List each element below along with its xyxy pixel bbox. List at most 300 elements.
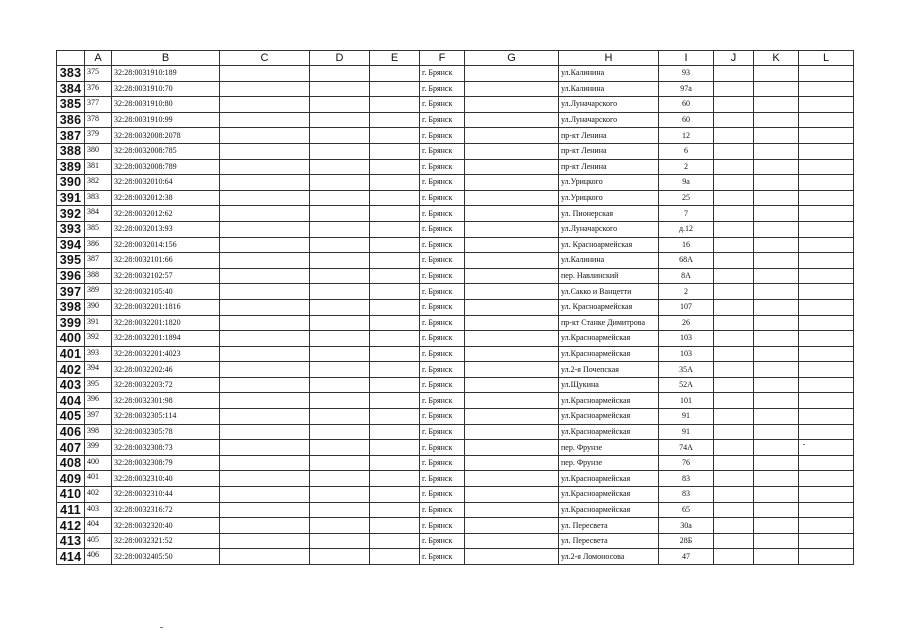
column-header-h[interactable]: H xyxy=(559,51,659,66)
cell-f[interactable]: г. Брянск xyxy=(420,175,465,191)
cell-e[interactable] xyxy=(370,440,420,456)
row-number[interactable]: 385 xyxy=(57,97,85,113)
cell-d[interactable] xyxy=(310,66,370,82)
row-number[interactable]: 386 xyxy=(57,112,85,128)
cell-f[interactable]: г. Брянск xyxy=(420,299,465,315)
column-header-c[interactable]: C xyxy=(220,51,310,66)
cell-j[interactable] xyxy=(714,128,754,144)
cell-e[interactable] xyxy=(370,128,420,144)
cell-e[interactable] xyxy=(370,81,420,97)
cell-h[interactable]: пер. Навлинский xyxy=(559,268,659,284)
cell-j[interactable] xyxy=(714,268,754,284)
cell-k[interactable] xyxy=(754,206,799,222)
cell-h[interactable]: ул. Пионерская xyxy=(559,206,659,222)
cell-f[interactable]: г. Брянск xyxy=(420,284,465,300)
cell-a[interactable]: 388 xyxy=(85,268,112,284)
cell-g[interactable] xyxy=(465,128,559,144)
cell-h[interactable]: пр-кт Ленина xyxy=(559,159,659,175)
cell-a[interactable]: 403 xyxy=(85,502,112,518)
cell-e[interactable] xyxy=(370,424,420,440)
cell-h[interactable]: ул.Калинина xyxy=(559,81,659,97)
cell-a[interactable]: 391 xyxy=(85,315,112,331)
cell-a[interactable]: 387 xyxy=(85,253,112,269)
cell-d[interactable] xyxy=(310,299,370,315)
cell-a[interactable]: 382 xyxy=(85,175,112,191)
cell-g[interactable] xyxy=(465,518,559,534)
cell-f[interactable]: г. Брянск xyxy=(420,409,465,425)
cell-b[interactable]: 32:28:0032203:72 xyxy=(112,377,220,393)
column-header-a[interactable]: A xyxy=(85,51,112,66)
cell-b[interactable]: 32:28:0032320:40 xyxy=(112,518,220,534)
cell-i[interactable]: 101 xyxy=(659,393,714,409)
cell-i[interactable]: 2 xyxy=(659,284,714,300)
cell-i[interactable]: 103 xyxy=(659,331,714,347)
cell-l[interactable] xyxy=(799,253,854,269)
cell-d[interactable] xyxy=(310,315,370,331)
cell-h[interactable]: ул. Пересвета xyxy=(559,518,659,534)
cell-l[interactable] xyxy=(799,206,854,222)
row-number[interactable]: 399 xyxy=(57,315,85,331)
cell-g[interactable] xyxy=(465,424,559,440)
cell-e[interactable] xyxy=(370,66,420,82)
cell-a[interactable]: 378 xyxy=(85,112,112,128)
cell-d[interactable] xyxy=(310,190,370,206)
cell-j[interactable] xyxy=(714,190,754,206)
cell-b[interactable]: 32:28:0032008:2078 xyxy=(112,128,220,144)
cell-f[interactable]: г. Брянск xyxy=(420,237,465,253)
cell-c[interactable] xyxy=(220,393,310,409)
cell-a[interactable]: 380 xyxy=(85,143,112,159)
cell-f[interactable]: г. Брянск xyxy=(420,66,465,82)
cell-c[interactable] xyxy=(220,284,310,300)
cell-a[interactable]: 389 xyxy=(85,284,112,300)
cell-l[interactable] xyxy=(799,128,854,144)
column-header-l[interactable]: L xyxy=(799,51,854,66)
row-number[interactable]: 414 xyxy=(57,549,85,565)
cell-j[interactable] xyxy=(714,518,754,534)
column-header-d[interactable]: D xyxy=(310,51,370,66)
cell-g[interactable] xyxy=(465,471,559,487)
cell-k[interactable] xyxy=(754,284,799,300)
cell-k[interactable] xyxy=(754,268,799,284)
cell-f[interactable]: г. Брянск xyxy=(420,533,465,549)
cell-f[interactable]: г. Брянск xyxy=(420,315,465,331)
row-number[interactable]: 400 xyxy=(57,331,85,347)
cell-l[interactable] xyxy=(799,502,854,518)
cell-d[interactable] xyxy=(310,440,370,456)
cell-e[interactable] xyxy=(370,315,420,331)
cell-j[interactable] xyxy=(714,81,754,97)
cell-f[interactable]: г. Брянск xyxy=(420,143,465,159)
cell-f[interactable]: г. Брянск xyxy=(420,377,465,393)
cell-f[interactable]: г. Брянск xyxy=(420,206,465,222)
cell-e[interactable] xyxy=(370,221,420,237)
cell-l[interactable] xyxy=(799,518,854,534)
cell-e[interactable] xyxy=(370,533,420,549)
cell-i[interactable]: 107 xyxy=(659,299,714,315)
cell-l[interactable] xyxy=(799,549,854,565)
cell-l[interactable] xyxy=(799,143,854,159)
cell-g[interactable] xyxy=(465,440,559,456)
cell-f[interactable]: г. Брянск xyxy=(420,159,465,175)
cell-h[interactable]: пр-кт Ленина xyxy=(559,143,659,159)
cell-h[interactable]: ул.Щукина xyxy=(559,377,659,393)
cell-a[interactable]: 386 xyxy=(85,237,112,253)
cell-a[interactable]: 375 xyxy=(85,66,112,82)
cell-c[interactable] xyxy=(220,268,310,284)
cell-l[interactable] xyxy=(799,471,854,487)
cell-h[interactable]: ул.Красноармейская xyxy=(559,409,659,425)
cell-i[interactable]: 52А xyxy=(659,377,714,393)
cell-j[interactable] xyxy=(714,346,754,362)
cell-e[interactable] xyxy=(370,175,420,191)
cell-f[interactable]: г. Брянск xyxy=(420,487,465,503)
cell-d[interactable] xyxy=(310,533,370,549)
cell-b[interactable]: 32:28:0032201:1894 xyxy=(112,331,220,347)
cell-a[interactable]: 392 xyxy=(85,331,112,347)
cell-j[interactable] xyxy=(714,471,754,487)
cell-a[interactable]: 395 xyxy=(85,377,112,393)
cell-c[interactable] xyxy=(220,331,310,347)
cell-k[interactable] xyxy=(754,346,799,362)
cell-d[interactable] xyxy=(310,81,370,97)
cell-g[interactable] xyxy=(465,206,559,222)
cell-g[interactable] xyxy=(465,97,559,113)
cell-b[interactable]: 32:28:0032308:79 xyxy=(112,455,220,471)
cell-a[interactable]: 404 xyxy=(85,518,112,534)
row-number[interactable]: 410 xyxy=(57,487,85,503)
row-number[interactable]: 401 xyxy=(57,346,85,362)
cell-j[interactable] xyxy=(714,549,754,565)
cell-i[interactable]: 60 xyxy=(659,97,714,113)
cell-l[interactable] xyxy=(799,112,854,128)
cell-b[interactable]: 32:28:0032013:93 xyxy=(112,221,220,237)
cell-l[interactable] xyxy=(799,299,854,315)
cell-i[interactable]: 91 xyxy=(659,424,714,440)
cell-l[interactable] xyxy=(799,393,854,409)
cell-g[interactable] xyxy=(465,112,559,128)
cell-f[interactable]: г. Брянск xyxy=(420,97,465,113)
row-number[interactable]: 391 xyxy=(57,190,85,206)
row-number[interactable]: 411 xyxy=(57,502,85,518)
cell-e[interactable] xyxy=(370,268,420,284)
row-number[interactable]: 408 xyxy=(57,455,85,471)
cell-c[interactable] xyxy=(220,66,310,82)
cell-f[interactable]: г. Брянск xyxy=(420,221,465,237)
cell-a[interactable]: 405 xyxy=(85,533,112,549)
column-header-k[interactable]: K xyxy=(754,51,799,66)
cell-j[interactable] xyxy=(714,424,754,440)
cell-h[interactable]: ул.Красноармейская xyxy=(559,502,659,518)
cell-k[interactable] xyxy=(754,190,799,206)
cell-g[interactable] xyxy=(465,533,559,549)
cell-h[interactable]: ул.Красноармейская xyxy=(559,424,659,440)
row-number[interactable]: 406 xyxy=(57,424,85,440)
cell-i[interactable]: д.12 xyxy=(659,221,714,237)
cell-b[interactable]: 32:28:0032014:156 xyxy=(112,237,220,253)
column-header-j[interactable]: J xyxy=(714,51,754,66)
cell-i[interactable]: 68А xyxy=(659,253,714,269)
cell-g[interactable] xyxy=(465,331,559,347)
cell-g[interactable] xyxy=(465,81,559,97)
cell-i[interactable]: 30а xyxy=(659,518,714,534)
cell-c[interactable] xyxy=(220,424,310,440)
cell-j[interactable] xyxy=(714,175,754,191)
column-header-e[interactable]: E xyxy=(370,51,420,66)
cell-h[interactable]: пер. Фрунзе xyxy=(559,455,659,471)
cell-j[interactable] xyxy=(714,66,754,82)
cell-h[interactable]: ул.Луначарского xyxy=(559,221,659,237)
cell-c[interactable] xyxy=(220,533,310,549)
cell-b[interactable]: 32:28:0032010:64 xyxy=(112,175,220,191)
cell-i[interactable]: 65 xyxy=(659,502,714,518)
row-number[interactable]: 413 xyxy=(57,533,85,549)
row-number[interactable]: 387 xyxy=(57,128,85,144)
row-number[interactable]: 392 xyxy=(57,206,85,222)
cell-f[interactable]: г. Брянск xyxy=(420,112,465,128)
cell-h[interactable]: ул.Урицкого xyxy=(559,190,659,206)
cell-a[interactable]: 406 xyxy=(85,549,112,565)
row-number[interactable]: 404 xyxy=(57,393,85,409)
cell-a[interactable]: 396 xyxy=(85,393,112,409)
cell-c[interactable] xyxy=(220,346,310,362)
cell-k[interactable] xyxy=(754,549,799,565)
cell-e[interactable] xyxy=(370,331,420,347)
cell-h[interactable]: ул. Красноармейская xyxy=(559,237,659,253)
cell-k[interactable] xyxy=(754,331,799,347)
cell-c[interactable] xyxy=(220,159,310,175)
cell-e[interactable] xyxy=(370,299,420,315)
cell-c[interactable] xyxy=(220,143,310,159)
cell-c[interactable] xyxy=(220,175,310,191)
cell-c[interactable] xyxy=(220,518,310,534)
cell-l[interactable] xyxy=(799,315,854,331)
cell-l[interactable] xyxy=(799,268,854,284)
cell-a[interactable]: 376 xyxy=(85,81,112,97)
cell-e[interactable] xyxy=(370,284,420,300)
cell-l[interactable] xyxy=(799,409,854,425)
cell-k[interactable] xyxy=(754,128,799,144)
cell-d[interactable] xyxy=(310,455,370,471)
cell-d[interactable] xyxy=(310,471,370,487)
cell-d[interactable] xyxy=(310,487,370,503)
cell-j[interactable] xyxy=(714,331,754,347)
cell-i[interactable]: 74А xyxy=(659,440,714,456)
cell-f[interactable]: г. Брянск xyxy=(420,440,465,456)
cell-l[interactable] xyxy=(799,424,854,440)
cell-b[interactable]: 32:28:0032101:66 xyxy=(112,253,220,269)
cell-d[interactable] xyxy=(310,331,370,347)
cell-k[interactable] xyxy=(754,393,799,409)
cell-f[interactable]: г. Брянск xyxy=(420,549,465,565)
cell-d[interactable] xyxy=(310,502,370,518)
cell-l[interactable] xyxy=(799,159,854,175)
cell-c[interactable] xyxy=(220,81,310,97)
cell-d[interactable] xyxy=(310,409,370,425)
cell-k[interactable] xyxy=(754,424,799,440)
cell-i[interactable]: 83 xyxy=(659,471,714,487)
cell-i[interactable]: 12 xyxy=(659,128,714,144)
cell-a[interactable]: 379 xyxy=(85,128,112,144)
cell-g[interactable] xyxy=(465,143,559,159)
cell-b[interactable]: 32:28:0032305:114 xyxy=(112,409,220,425)
cell-g[interactable] xyxy=(465,237,559,253)
cell-g[interactable] xyxy=(465,284,559,300)
cell-b[interactable]: 32:28:0032105:40 xyxy=(112,284,220,300)
cell-h[interactable]: ул. Пересвета xyxy=(559,533,659,549)
cell-k[interactable] xyxy=(754,533,799,549)
cell-d[interactable] xyxy=(310,237,370,253)
cell-g[interactable] xyxy=(465,455,559,471)
cell-c[interactable] xyxy=(220,206,310,222)
row-number[interactable]: 407 xyxy=(57,440,85,456)
cell-h[interactable]: ул.Калинина xyxy=(559,253,659,269)
cell-a[interactable]: 390 xyxy=(85,299,112,315)
cell-i[interactable]: 6 xyxy=(659,143,714,159)
cell-c[interactable] xyxy=(220,487,310,503)
cell-g[interactable] xyxy=(465,159,559,175)
cell-c[interactable] xyxy=(220,190,310,206)
cell-k[interactable] xyxy=(754,440,799,456)
cell-c[interactable] xyxy=(220,128,310,144)
cell-e[interactable] xyxy=(370,237,420,253)
cell-i[interactable]: 93 xyxy=(659,66,714,82)
cell-k[interactable] xyxy=(754,299,799,315)
cell-d[interactable] xyxy=(310,424,370,440)
cell-l[interactable] xyxy=(799,346,854,362)
column-header-f[interactable]: F xyxy=(420,51,465,66)
cell-j[interactable] xyxy=(714,377,754,393)
cell-a[interactable]: 394 xyxy=(85,362,112,378)
cell-i[interactable]: 16 xyxy=(659,237,714,253)
cell-g[interactable] xyxy=(465,393,559,409)
cell-j[interactable] xyxy=(714,533,754,549)
cell-c[interactable] xyxy=(220,221,310,237)
cell-c[interactable] xyxy=(220,362,310,378)
cell-d[interactable] xyxy=(310,268,370,284)
cell-i[interactable]: 97а xyxy=(659,81,714,97)
cell-h[interactable]: ул.Красноармейская xyxy=(559,393,659,409)
cell-h[interactable]: ул.Красноармейская xyxy=(559,471,659,487)
cell-e[interactable] xyxy=(370,377,420,393)
row-number[interactable]: 405 xyxy=(57,409,85,425)
cell-a[interactable]: 383 xyxy=(85,190,112,206)
cell-b[interactable]: 32:28:0032405:50 xyxy=(112,549,220,565)
cell-j[interactable] xyxy=(714,315,754,331)
cell-h[interactable]: пр-кт Станке Димитрова xyxy=(559,315,659,331)
cell-e[interactable] xyxy=(370,502,420,518)
cell-g[interactable] xyxy=(465,502,559,518)
cell-k[interactable] xyxy=(754,487,799,503)
cell-g[interactable] xyxy=(465,409,559,425)
cell-l[interactable] xyxy=(799,331,854,347)
cell-h[interactable]: ул.Красноармейская xyxy=(559,346,659,362)
cell-e[interactable] xyxy=(370,549,420,565)
cell-k[interactable] xyxy=(754,97,799,113)
cell-d[interactable] xyxy=(310,143,370,159)
column-header-i[interactable]: I xyxy=(659,51,714,66)
cell-j[interactable] xyxy=(714,284,754,300)
cell-g[interactable] xyxy=(465,66,559,82)
cell-g[interactable] xyxy=(465,190,559,206)
cell-c[interactable] xyxy=(220,455,310,471)
row-number[interactable]: 383 xyxy=(57,66,85,82)
cell-d[interactable] xyxy=(310,97,370,113)
cell-k[interactable] xyxy=(754,159,799,175)
cell-c[interactable] xyxy=(220,253,310,269)
cell-j[interactable] xyxy=(714,159,754,175)
cell-c[interactable] xyxy=(220,299,310,315)
row-number[interactable]: 393 xyxy=(57,221,85,237)
cell-b[interactable]: 32:28:0032310:40 xyxy=(112,471,220,487)
row-number[interactable]: 389 xyxy=(57,159,85,175)
cell-l[interactable] xyxy=(799,487,854,503)
cell-k[interactable] xyxy=(754,237,799,253)
cell-c[interactable] xyxy=(220,237,310,253)
cell-e[interactable] xyxy=(370,253,420,269)
cell-i[interactable]: 83 xyxy=(659,487,714,503)
cell-j[interactable] xyxy=(714,455,754,471)
cell-l[interactable] xyxy=(799,190,854,206)
cell-i[interactable]: 8А xyxy=(659,268,714,284)
cell-h[interactable]: ул.Урицкого xyxy=(559,175,659,191)
cell-e[interactable] xyxy=(370,112,420,128)
corner-cell[interactable] xyxy=(57,51,85,66)
cell-a[interactable]: 399 xyxy=(85,440,112,456)
cell-g[interactable] xyxy=(465,253,559,269)
cell-c[interactable] xyxy=(220,440,310,456)
cell-h[interactable]: ул.Сакко и Ванцетти xyxy=(559,284,659,300)
cell-e[interactable] xyxy=(370,159,420,175)
cell-g[interactable] xyxy=(465,487,559,503)
cell-i[interactable]: 47 xyxy=(659,549,714,565)
cell-d[interactable] xyxy=(310,393,370,409)
cell-j[interactable] xyxy=(714,362,754,378)
cell-l[interactable] xyxy=(799,377,854,393)
cell-f[interactable]: г. Брянск xyxy=(420,331,465,347)
cell-i[interactable]: 2 xyxy=(659,159,714,175)
cell-h[interactable]: ул.2-я Ломоносова xyxy=(559,549,659,565)
cell-b[interactable]: 32:28:0032321:52 xyxy=(112,533,220,549)
cell-l[interactable] xyxy=(799,97,854,113)
cell-i[interactable]: 7 xyxy=(659,206,714,222)
cell-b[interactable]: 32:28:0032316:72 xyxy=(112,502,220,518)
cell-j[interactable] xyxy=(714,253,754,269)
cell-b[interactable]: 32:28:0032310:44 xyxy=(112,487,220,503)
row-number[interactable]: 397 xyxy=(57,284,85,300)
cell-k[interactable] xyxy=(754,362,799,378)
cell-d[interactable] xyxy=(310,159,370,175)
cell-b[interactable]: 32:28:0032201:1820 xyxy=(112,315,220,331)
cell-k[interactable] xyxy=(754,66,799,82)
cell-e[interactable] xyxy=(370,97,420,113)
cell-g[interactable] xyxy=(465,299,559,315)
cell-b[interactable]: 32:28:0032301:98 xyxy=(112,393,220,409)
cell-a[interactable]: 397 xyxy=(85,409,112,425)
cell-k[interactable] xyxy=(754,502,799,518)
cell-f[interactable]: г. Брянск xyxy=(420,471,465,487)
cell-a[interactable]: 398 xyxy=(85,424,112,440)
cell-i[interactable]: 28Б xyxy=(659,533,714,549)
row-number[interactable]: 409 xyxy=(57,471,85,487)
cell-c[interactable] xyxy=(220,315,310,331)
cell-k[interactable] xyxy=(754,143,799,159)
cell-a[interactable]: 400 xyxy=(85,455,112,471)
cell-k[interactable] xyxy=(754,175,799,191)
cell-k[interactable] xyxy=(754,409,799,425)
cell-h[interactable]: ул.Калинина xyxy=(559,66,659,82)
cell-b[interactable]: 32:28:0032012:38 xyxy=(112,190,220,206)
